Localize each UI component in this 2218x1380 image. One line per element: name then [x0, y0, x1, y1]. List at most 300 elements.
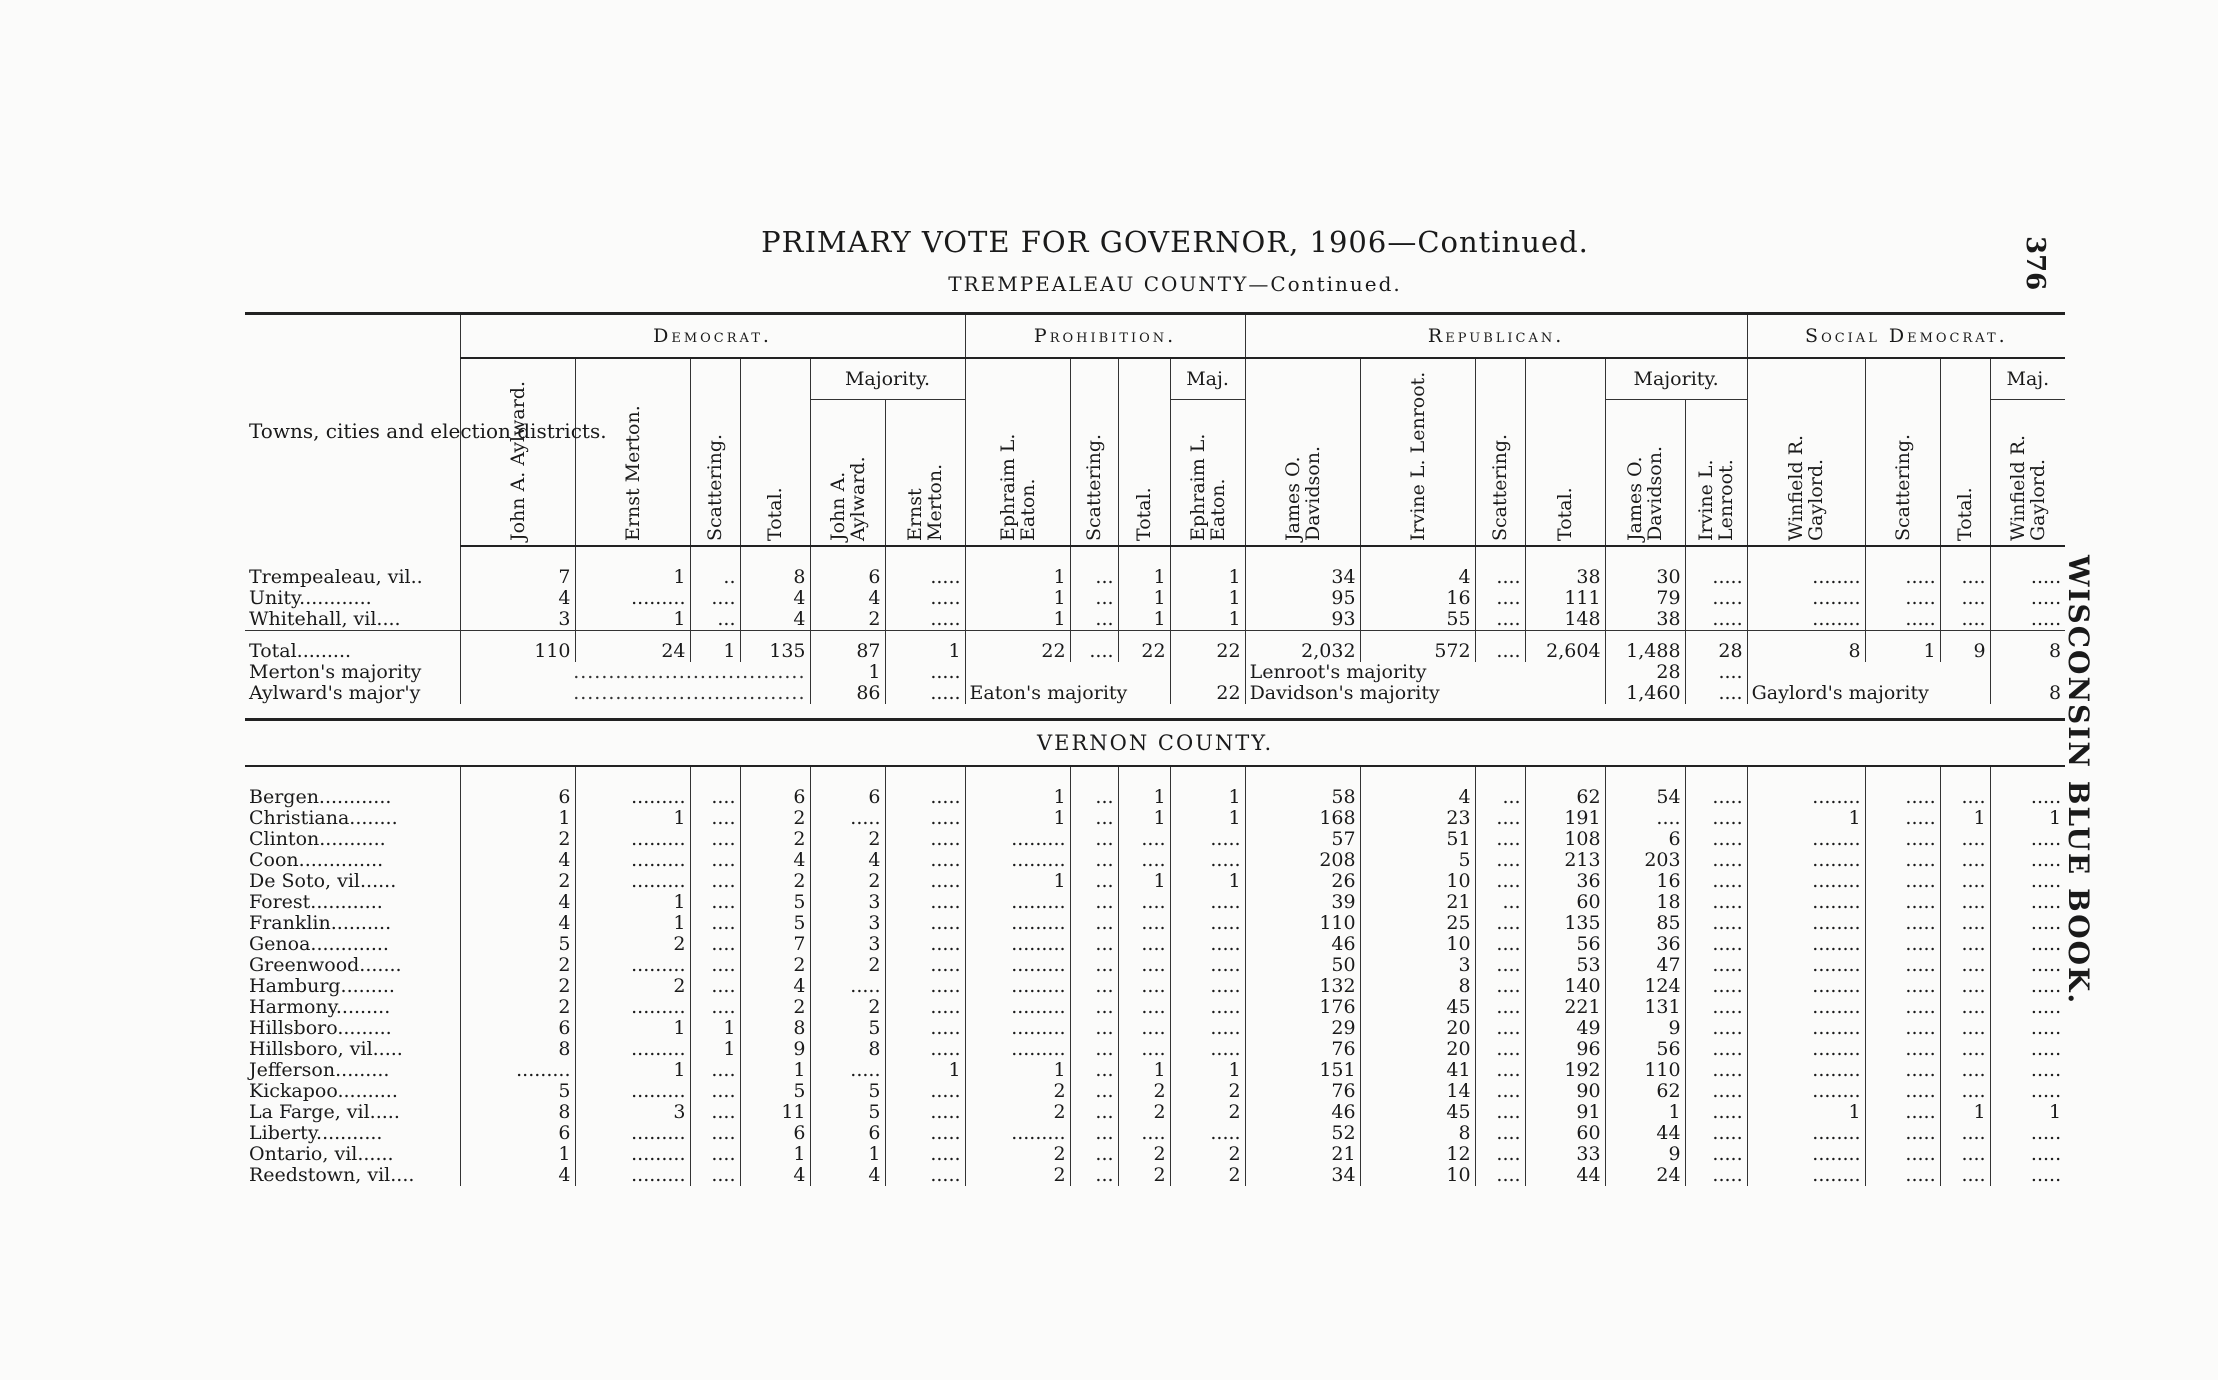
vote-cell: ........	[1747, 1039, 1865, 1060]
col-header: John A. Aylward.	[460, 358, 575, 546]
vote-cell: .....	[1865, 808, 1940, 829]
vote-cell: .....	[810, 1060, 885, 1081]
vote-cell: ........	[1747, 1060, 1865, 1081]
col-header: James O. Davidson.	[1245, 358, 1360, 546]
vote-cell: ....	[690, 829, 740, 850]
majority-label: Aylward's major'y	[249, 682, 421, 704]
vote-cell: 56	[1605, 1039, 1685, 1060]
vote-cell: 2	[1170, 1144, 1245, 1165]
vote-cell: 1	[575, 1018, 690, 1039]
total-cell: 110	[460, 631, 575, 663]
majority-blank: ....	[1685, 662, 1747, 683]
vote-cell: .....	[1170, 850, 1245, 871]
vote-cell: ...	[1070, 808, 1118, 829]
vote-cell: 56	[1525, 934, 1605, 955]
vote-cell: 4	[740, 1165, 810, 1186]
vote-cell: ...	[1070, 934, 1118, 955]
vote-cell: .........	[965, 829, 1070, 850]
party-social-democrat: Social Democrat.	[1747, 314, 2065, 359]
vote-cell: 10	[1360, 871, 1475, 892]
table-row	[245, 1039, 2065, 1060]
table-row	[245, 850, 2065, 871]
vote-cell: .....	[810, 808, 885, 829]
vote-cell: 8	[740, 546, 810, 588]
table-row	[245, 1144, 2065, 1165]
vote-cell: 4	[1360, 766, 1475, 808]
vote-cell: 96	[1525, 1039, 1605, 1060]
town-name: Liberty...........	[249, 1122, 383, 1144]
total-cell: 22	[1118, 631, 1170, 663]
town-name: Bergen............	[249, 786, 392, 808]
vote-cell: 1	[965, 871, 1070, 892]
vote-cell: .....	[885, 955, 965, 976]
vote-cell: 11	[740, 1102, 810, 1123]
vote-cell: ...	[1475, 892, 1525, 913]
vote-cell: 4	[460, 1165, 575, 1186]
vote-cell: ....	[690, 913, 740, 934]
vote-cell: .....	[1990, 1018, 2065, 1039]
vote-cell: 30	[1605, 546, 1685, 588]
vote-cell: .....	[1685, 976, 1747, 997]
vote-cell: .....	[885, 1144, 965, 1165]
vote-cell: .....	[885, 609, 965, 631]
vote-cell: ....	[1940, 1060, 1990, 1081]
vote-cell: .....	[1685, 934, 1747, 955]
majority-blank: ....	[1685, 683, 1747, 704]
dot-leader: .................................	[460, 683, 810, 704]
vote-cell: 2	[740, 829, 810, 850]
vote-cell: ...	[1070, 1039, 1118, 1060]
col-header: Scattering.	[1475, 358, 1525, 546]
vote-cell: 5	[740, 913, 810, 934]
vote-cell: 176	[1245, 997, 1360, 1018]
vote-cell: 4	[810, 1165, 885, 1186]
vote-cell: .....	[1865, 1018, 1940, 1039]
vote-cell: .....	[1865, 609, 1940, 631]
vote-cell: 1	[690, 1039, 740, 1060]
vote-cell: ....	[1118, 850, 1170, 871]
majority-value: 1,460	[1605, 683, 1685, 704]
vote-cell: 2	[460, 955, 575, 976]
col-header: Ernst Merton.	[885, 400, 965, 547]
town-name: De Soto, vil......	[249, 870, 397, 892]
vote-cell: 110	[1245, 913, 1360, 934]
vote-cell: 4	[1360, 546, 1475, 588]
vote-cell: ........	[1747, 934, 1865, 955]
vote-cell: ....	[1475, 546, 1525, 588]
vote-cell: ....	[1940, 892, 1990, 913]
vote-cell: ....	[1475, 871, 1525, 892]
vote-cell: .....	[1685, 1144, 1747, 1165]
vote-cell: .........	[575, 955, 690, 976]
vote-cell: ....	[690, 955, 740, 976]
vote-cell: ....	[690, 1123, 740, 1144]
vote-cell: 191	[1525, 808, 1605, 829]
page-number: 376	[2020, 236, 2050, 291]
vote-cell: ....	[690, 871, 740, 892]
vote-cell: ........	[1747, 766, 1865, 808]
vote-cell: 26	[1245, 871, 1360, 892]
vote-cell: .....	[1685, 871, 1747, 892]
table-row	[245, 808, 2065, 829]
majority-text	[1747, 662, 1990, 683]
vernon-rows	[245, 766, 2065, 1186]
vote-cell: 2	[460, 871, 575, 892]
vote-cell: 1	[965, 808, 1070, 829]
vote-cell: ....	[1475, 1081, 1525, 1102]
vote-cell: ...	[1070, 1060, 1118, 1081]
vote-cell: 1	[575, 808, 690, 829]
vote-cell: 76	[1245, 1081, 1360, 1102]
vote-cell: .....	[885, 850, 965, 871]
vote-cell: .....	[1990, 871, 2065, 892]
vote-cell: 21	[1245, 1144, 1360, 1165]
vote-cell: 1	[965, 766, 1070, 808]
vote-cell: .....	[1170, 1039, 1245, 1060]
table-row	[245, 1165, 2065, 1186]
majority-value: 28	[1605, 662, 1685, 683]
vote-cell: ........	[1747, 609, 1865, 631]
party-democrat: Democrat.	[460, 314, 965, 359]
table-row	[245, 934, 2065, 955]
vote-cell: ...	[1070, 588, 1118, 609]
vote-cell: 2	[810, 829, 885, 850]
vote-cell: 5	[1360, 850, 1475, 871]
vote-cell: 34	[1245, 546, 1360, 588]
vote-cell: 7	[460, 546, 575, 588]
vote-cell: 4	[460, 850, 575, 871]
vote-cell: ....	[690, 976, 740, 997]
vote-cell: ....	[1118, 829, 1170, 850]
vote-cell: ....	[1475, 1018, 1525, 1039]
vote-cell: .....	[1685, 1165, 1747, 1186]
vote-cell: 38	[1525, 546, 1605, 588]
majority-text: Eaton's majority	[965, 683, 1170, 704]
vote-cell: 1	[690, 1018, 740, 1039]
vote-cell: 2	[965, 1081, 1070, 1102]
vote-cell: 1	[965, 546, 1070, 588]
town-name: Hamburg.........	[249, 975, 395, 997]
vote-cell: .....	[1865, 997, 1940, 1018]
vote-cell: .....	[1685, 1123, 1747, 1144]
vote-cell: 2	[460, 829, 575, 850]
vote-cell: 3	[810, 934, 885, 955]
vote-cell: .....	[1990, 546, 2065, 588]
vote-cell: 24	[1605, 1165, 1685, 1186]
vote-cell: .........	[965, 892, 1070, 913]
vote-cell: 2	[1118, 1102, 1170, 1123]
table-row	[245, 546, 2065, 588]
vote-cell: 2	[965, 1144, 1070, 1165]
vote-cell: 91	[1525, 1102, 1605, 1123]
vote-cell: ....	[690, 1165, 740, 1186]
vote-cell: .....	[1990, 934, 2065, 955]
col-header: Total.	[740, 358, 810, 546]
vote-cell: .....	[1990, 1165, 2065, 1186]
vote-cell: 1	[1990, 1102, 2065, 1123]
vote-cell: 29	[1245, 1018, 1360, 1039]
vote-cell: ....	[1475, 1060, 1525, 1081]
vote-cell: 1	[1170, 808, 1245, 829]
vote-cell: 6	[740, 1123, 810, 1144]
vote-cell: ....	[690, 1081, 740, 1102]
vote-cell: .....	[1990, 1123, 2065, 1144]
col-header: Total.	[1525, 358, 1605, 546]
table-row	[245, 1081, 2065, 1102]
vote-cell: ....	[1475, 609, 1525, 631]
majority-header: Majority.	[810, 358, 965, 400]
vote-cell: .....	[885, 997, 965, 1018]
vote-cell: 5	[460, 934, 575, 955]
vote-cell: .....	[1685, 766, 1747, 808]
col-header: Ephraim L. Eaton.	[1170, 400, 1245, 547]
vote-cell: .........	[965, 934, 1070, 955]
vote-cell: .....	[1990, 1144, 2065, 1165]
total-cell: 572	[1360, 631, 1475, 663]
vote-cell: 208	[1245, 850, 1360, 871]
total-cell: 8	[1747, 631, 1865, 663]
vote-cell: .....	[1685, 1102, 1747, 1123]
vote-cell: ...	[1070, 766, 1118, 808]
vote-cell: ....	[1940, 850, 1990, 871]
vote-cell: .....	[1865, 871, 1940, 892]
total-cell: 8	[1990, 631, 2065, 663]
vote-cell: 5	[810, 1018, 885, 1039]
vote-cell: ....	[1118, 934, 1170, 955]
vote-cell: .....	[1990, 609, 2065, 631]
vote-cell: ....	[1940, 766, 1990, 808]
vote-cell: 16	[1360, 588, 1475, 609]
total-cell: ....	[1475, 631, 1525, 663]
vote-cell: .....	[1865, 955, 1940, 976]
town-name: La Farge, vil.....	[249, 1101, 400, 1123]
majority-text: Lenroot's majority	[1245, 662, 1605, 683]
table-row	[245, 766, 2065, 808]
vote-cell: ....	[1940, 934, 1990, 955]
vote-cell: 1	[965, 588, 1070, 609]
vote-cell: ...	[1070, 997, 1118, 1018]
vote-cell: 111	[1525, 588, 1605, 609]
total-cell: 22	[965, 631, 1070, 663]
majority-blank: .....	[885, 662, 965, 683]
vote-cell: ....	[1940, 913, 1990, 934]
vote-cell: ....	[1475, 976, 1525, 997]
col-header: Ernst Merton.	[575, 358, 690, 546]
vote-cell: .....	[1990, 1060, 2065, 1081]
vote-cell: 4	[810, 850, 885, 871]
vote-cell: 8	[460, 1039, 575, 1060]
vote-cell: 2	[460, 997, 575, 1018]
vote-cell: 60	[1525, 892, 1605, 913]
vote-cell: 2	[810, 609, 885, 631]
vote-cell: .........	[575, 766, 690, 808]
vote-cell: .....	[1865, 976, 1940, 997]
town-name: Harmony.........	[249, 996, 391, 1018]
total-cell: 22	[1170, 631, 1245, 663]
vote-cell: 3	[575, 1102, 690, 1123]
vote-cell: 62	[1605, 1081, 1685, 1102]
vote-cell: 4	[740, 609, 810, 631]
vote-cell: 45	[1360, 997, 1475, 1018]
vote-cell: .........	[575, 588, 690, 609]
vote-cell: .........	[965, 1123, 1070, 1144]
vote-cell: 4	[740, 850, 810, 871]
vote-cell: ....	[690, 1060, 740, 1081]
vote-cell: 151	[1245, 1060, 1360, 1081]
table-row	[245, 913, 2065, 934]
vote-cell: .....	[885, 808, 965, 829]
vote-cell: 23	[1360, 808, 1475, 829]
vote-cell: 4	[460, 588, 575, 609]
vote-cell: 1	[1170, 766, 1245, 808]
vote-cell: .........	[575, 1081, 690, 1102]
vote-cell: 36	[1525, 871, 1605, 892]
vote-cell: 1	[1118, 1060, 1170, 1081]
vote-cell: ........	[1747, 829, 1865, 850]
vote-cell: 1	[1747, 1102, 1865, 1123]
vote-cell: 2	[575, 934, 690, 955]
majority-value: 86	[810, 683, 885, 704]
vote-cell: ...	[1070, 892, 1118, 913]
vote-cell: 8	[1360, 1123, 1475, 1144]
vote-cell: .....	[1685, 1081, 1747, 1102]
table-row	[245, 871, 2065, 892]
majority-text	[965, 662, 1170, 683]
vote-cell: 1	[965, 609, 1070, 631]
total-cell: 2,604	[1525, 631, 1605, 663]
vote-cell: ...	[1070, 829, 1118, 850]
vote-cell: .....	[885, 976, 965, 997]
vote-cell: 1	[965, 1060, 1070, 1081]
vote-cell: 8	[1360, 976, 1475, 997]
vote-cell: 6	[810, 766, 885, 808]
vote-cell: 6	[810, 546, 885, 588]
vote-cell: ...	[1070, 546, 1118, 588]
vote-cell: ...	[1070, 913, 1118, 934]
town-name: Whitehall, vil....	[249, 608, 401, 630]
party-prohibition: Prohibition.	[965, 314, 1245, 359]
vote-cell: 213	[1525, 850, 1605, 871]
col-header: James O. Davidson.	[1605, 400, 1685, 547]
vote-cell: .....	[1990, 997, 2065, 1018]
vote-cell: ........	[1747, 913, 1865, 934]
total-label: Total.........	[245, 631, 460, 663]
vote-cell: 148	[1525, 609, 1605, 631]
vote-cell: ........	[1747, 871, 1865, 892]
page-title: PRIMARY VOTE FOR GOVERNOR, 1906—Continued.	[761, 225, 1589, 259]
vote-cell: ...	[1070, 871, 1118, 892]
vote-cell: ....	[1940, 976, 1990, 997]
table-row	[245, 976, 2065, 997]
vote-cell: ....	[1475, 588, 1525, 609]
vote-cell: ....	[690, 892, 740, 913]
total-cell: 1	[1865, 631, 1940, 663]
vote-cell: 131	[1605, 997, 1685, 1018]
vote-cell: 60	[1525, 1123, 1605, 1144]
majority-value: 8	[1990, 683, 2065, 704]
vote-cell: .....	[1685, 850, 1747, 871]
vote-cell: 2	[1118, 1081, 1170, 1102]
town-name: Kickapoo..........	[249, 1080, 398, 1102]
vote-cell: .....	[885, 1081, 965, 1102]
vote-cell: 2	[740, 955, 810, 976]
vote-cell: 7	[740, 934, 810, 955]
vote-cell: .....	[1170, 976, 1245, 997]
vote-cell: 6	[460, 766, 575, 808]
vote-cell: .....	[1990, 766, 2065, 808]
vote-cell: 124	[1605, 976, 1685, 997]
vote-cell: 3	[810, 913, 885, 934]
col-header: John A. Aylward.	[810, 400, 885, 547]
vote-cell: 2	[460, 976, 575, 997]
vote-cell: 8	[740, 1018, 810, 1039]
vote-cell: 52	[1245, 1123, 1360, 1144]
trempealeau-rows	[245, 546, 2065, 662]
town-name: Hillsboro.........	[249, 1017, 392, 1039]
vote-cell: .....	[1170, 934, 1245, 955]
vote-cell: 1	[1605, 1102, 1685, 1123]
maj-header: Maj.	[1990, 358, 2065, 400]
vote-cell: ....	[1940, 955, 1990, 976]
vote-cell: 44	[1525, 1165, 1605, 1186]
vote-cell: 5	[460, 1081, 575, 1102]
vote-cell: 5	[810, 1102, 885, 1123]
vote-cell: 1	[1170, 1060, 1245, 1081]
vote-cell: 9	[740, 1039, 810, 1060]
vote-cell: ....	[1118, 976, 1170, 997]
vote-cell: .....	[1170, 892, 1245, 913]
vote-cell: 1	[740, 1060, 810, 1081]
dot-leader: .................................	[460, 662, 810, 683]
vote-cell: 49	[1525, 1018, 1605, 1039]
vote-cell: ...	[1475, 766, 1525, 808]
vote-cell: 1	[1118, 588, 1170, 609]
vote-cell: .....	[885, 871, 965, 892]
vote-cell: ....	[690, 808, 740, 829]
vote-cell: 45	[1360, 1102, 1475, 1123]
town-name: Ontario, vil......	[249, 1143, 394, 1165]
vote-cell: 2	[740, 808, 810, 829]
vote-cell: ....	[1475, 1039, 1525, 1060]
vote-cell: ........	[1747, 850, 1865, 871]
vote-cell: ...	[1070, 850, 1118, 871]
vote-cell: .....	[1685, 997, 1747, 1018]
vote-cell: 46	[1245, 1102, 1360, 1123]
vote-cell: 25	[1360, 913, 1475, 934]
town-name: Christiana........	[249, 807, 398, 829]
vote-cell: 10	[1360, 934, 1475, 955]
vote-cell: 1	[1747, 808, 1865, 829]
majority-value	[1170, 662, 1245, 683]
vote-cell: 8	[810, 1039, 885, 1060]
majority-text: Davidson's majority	[1245, 683, 1605, 704]
vote-cell: ....	[1940, 1123, 1990, 1144]
vote-cell: ....	[690, 850, 740, 871]
towns-column-header: Towns, cities and election districts.	[245, 314, 460, 547]
total-cell: ....	[1070, 631, 1118, 663]
vote-cell: .....	[885, 1039, 965, 1060]
vote-cell: ....	[690, 1102, 740, 1123]
vote-cell: ....	[1940, 1018, 1990, 1039]
vote-cell: 8	[460, 1102, 575, 1123]
table-row	[245, 1018, 2065, 1039]
vote-cell: .....	[1865, 1081, 1940, 1102]
vote-cell: 39	[1245, 892, 1360, 913]
vote-cell: ....	[1475, 913, 1525, 934]
vote-cell: 4	[460, 913, 575, 934]
vote-cell: 5	[740, 1081, 810, 1102]
vote-cell: 2	[965, 1102, 1070, 1123]
